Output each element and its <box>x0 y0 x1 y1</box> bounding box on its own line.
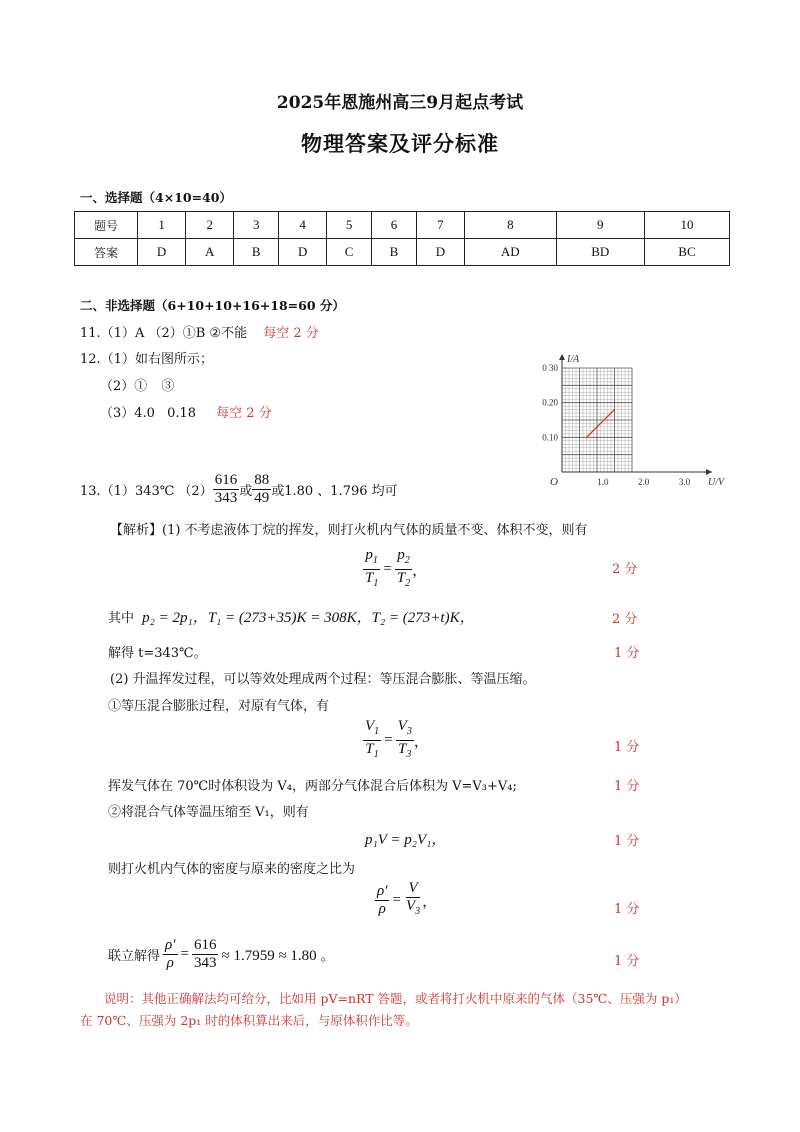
q13-frac1-denominator: 343 <box>214 490 238 506</box>
graph-axes <box>559 354 712 475</box>
score-vapor: 1 分 <box>614 779 640 794</box>
note-line-1: 说明：其他正确解法均可给分，比如用 pV=nRT 答题，或者将打火机中原来的气体（35℃、压强为 p₁） <box>104 991 687 1006</box>
question-cell: 8 <box>465 212 557 239</box>
q12-line2: （2）① ③ <box>100 379 175 394</box>
final-prefix: 联立解得 <box>108 949 161 964</box>
graph-grid <box>562 368 632 472</box>
vapor-volume: 挥发气体在 70℃时体积设为 V₄，两部分气体混合后体积为 V=V₃+V₄; <box>108 779 517 794</box>
answer-cell: C <box>327 239 372 266</box>
q13-frac2-numerator: 88 <box>254 472 270 488</box>
question-cell: 3 <box>234 212 279 239</box>
origin-label: O <box>550 476 558 488</box>
q12-score: 每空 2 分 <box>216 406 272 421</box>
question-cell: 1 <box>138 212 186 239</box>
iu-graph <box>530 350 730 490</box>
y-axis-arrow <box>559 354 565 360</box>
question-cell: 9 <box>556 212 644 239</box>
conditions-text: p₂ = 2p₁，T₁ = (273+35)K = 308K，T₂ = (273+t)K， <box>142 610 475 626</box>
q11-text: 11.（1）A （2）①B ②不能 <box>80 326 248 341</box>
x-axis-label: U/V <box>708 477 725 488</box>
answer-table <box>74 211 730 266</box>
answer-cell: BC <box>644 239 729 266</box>
density-intro: 则打火机内气体的密度与原来的密度之比为 <box>108 862 356 877</box>
final-denominator: 343 <box>193 955 217 971</box>
answer-cell: D <box>279 239 327 266</box>
x-tick-label: 3.0 <box>678 477 691 487</box>
score-eq5: 1 分 <box>614 834 640 849</box>
score-eq3: 1 分 <box>614 740 640 755</box>
score-eq6: 1 分 <box>614 902 640 917</box>
final-suffix: ≈ 1.7959 ≈ 1.80 。 <box>221 948 336 964</box>
q13-frac1-numerator: 616 <box>214 472 238 488</box>
equation-density-ratio: $\frac{\rho'}{\rho}$ = $\frac{V}{V_3}$ ， <box>377 880 438 917</box>
answer-cell: D <box>138 239 186 266</box>
question-cell: 5 <box>327 212 372 239</box>
q12-line3 <box>100 402 272 421</box>
grading-note <box>80 988 730 1032</box>
note-line-2: 在 70℃、压强为 2p₁ 时的体积算出来后，与原体积作比等。 <box>80 1013 418 1028</box>
step2-text: ②将混合气体等温压缩至 V₁，则有 <box>108 805 309 820</box>
q13-frac2-denominator: 49 <box>254 490 270 506</box>
analysis-intro: 【解析】(1) 不考虑液体丁烷的挥发，则打火机内气体的质量不变、体积不变，则有 <box>110 523 588 538</box>
y-tick-label: 0.10 <box>542 432 558 443</box>
solve-t: 解得 t=343℃。 <box>108 646 207 661</box>
exam-title: 2025年恩施州高三9月起点考试 <box>276 93 524 113</box>
q11-answer <box>80 322 319 341</box>
question-number-row <box>75 212 730 239</box>
part2-intro: (2) 升温挥发过程，可以等效处理成两个过程：等压混合膨胀、等温压缩。 <box>110 672 536 687</box>
x-tick-label: 1.0 <box>597 477 609 487</box>
equation-charles-pressure: $\frac{p_1}{T_1}$ = $\frac{p_2}{T_2}$ ， <box>365 547 428 589</box>
y-tick-label: 0 30 <box>542 363 558 373</box>
x-axis-arrow <box>706 469 712 475</box>
question-cell: 10 <box>644 212 729 239</box>
answer-cell: A <box>186 239 234 266</box>
final-numerator: 616 <box>193 937 217 953</box>
question-cell: 7 <box>416 212 464 239</box>
answer-cell: BD <box>556 239 644 266</box>
y-tick-label: 0.20 <box>542 397 558 408</box>
q12-line1: 12.（1）如右图所示； <box>80 352 213 367</box>
score-eq1: 2 分 <box>612 562 638 577</box>
equation-conditions <box>108 606 475 627</box>
row-header-question: 题号 <box>75 212 138 239</box>
x-tick-label: 2.0 <box>638 477 650 487</box>
answer-cell: D <box>416 239 464 266</box>
q11-score: 每空 2 分 <box>263 326 319 341</box>
score-final: 1 分 <box>614 954 640 969</box>
answer-cell: B <box>372 239 417 266</box>
y-axis-label: I/A <box>567 354 580 365</box>
q13-fraction-2 <box>252 472 271 507</box>
where-label: 其中 <box>108 611 135 626</box>
q13-answer-prefix: 13.（1）343℃ （2） <box>80 484 213 499</box>
q13-answer-suffix: 或1.80 、1.796 均可 <box>271 484 398 499</box>
score-solve: 1 分 <box>614 646 640 661</box>
q13-answer <box>80 472 398 507</box>
q13-fraction-1 <box>213 472 240 507</box>
question-cell: 4 <box>279 212 327 239</box>
question-cell: 2 <box>186 212 234 239</box>
graph-labels <box>542 354 726 488</box>
final-result: 联立解得 $\frac{\rho'}{\rho}$ = $\frac{616}{343}$ ≈ 1.7959 ≈ 1.80 。 <box>108 937 336 971</box>
equation-boyle: p₁V = p₂V₁， <box>365 832 447 848</box>
q13-or-1: 或 <box>239 484 253 499</box>
score-eq2: 2 分 <box>612 612 638 627</box>
q12-values: （3）4.0 0.18 <box>100 406 197 421</box>
row-header-answer: 答案 <box>75 239 138 266</box>
question-cell: 6 <box>372 212 417 239</box>
step1-text: ①等压混合膨胀过程，对原有气体，有 <box>108 699 330 714</box>
answer-cell: B <box>234 239 279 266</box>
equation-gay-lussac: $\frac{V_1}{T_1}$ = $\frac{V_3}{T_3}$ ， <box>365 718 429 760</box>
section2-heading: 二、非选择题（6+10+10+16+18=60 分） <box>80 298 345 313</box>
answer-row <box>75 239 730 266</box>
section1-heading: 一、选择题（4×10=40） <box>80 190 232 205</box>
answer-cell: AD <box>465 239 557 266</box>
answer-key-title: 物理答案及评分标准 <box>301 131 499 156</box>
